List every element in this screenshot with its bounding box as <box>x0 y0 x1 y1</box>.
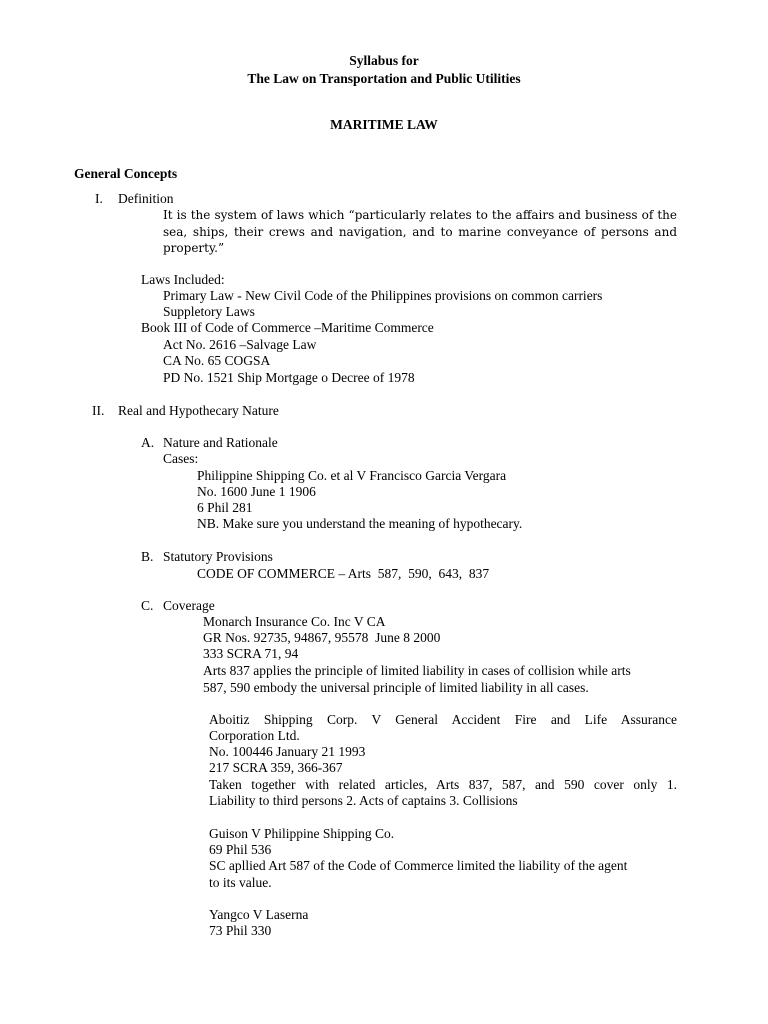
section-heading: MARITIME LAW <box>330 117 438 132</box>
law-item: Act No. 2616 –Salvage Law <box>163 337 317 352</box>
case-line: SC apllied Art 587 of the Code of Commerce limited the liability of the agent <box>209 858 628 873</box>
case-line: Yangco V Laserna <box>209 907 309 922</box>
letter-b: B. <box>141 549 154 564</box>
general-concepts-heading: General Concepts <box>74 166 178 181</box>
nature-rationale-label: Nature and Rationale <box>163 435 278 450</box>
laws-included-label: Laws Included: <box>141 272 225 287</box>
definition-text-line: property.” <box>163 241 225 255</box>
case-line: Aboitiz Shipping Corp. V General Accident Fire and Life Assurance <box>209 712 677 727</box>
case-line: No. 1600 June 1 1906 <box>197 484 316 499</box>
statutory-label: Statutory Provisions <box>163 549 273 564</box>
real-nature-label: Real and Hypothecary Nature <box>118 403 279 418</box>
nb-note: NB. Make sure you understand the meaning of hypothecary. <box>197 516 523 531</box>
case-line: Monarch Insurance Co. Inc V CA <box>203 614 386 629</box>
case-line: 333 SCRA 71, 94 <box>203 646 299 661</box>
case-line: Arts 837 applies the principle of limited liability in cases of collision while arts <box>203 663 631 678</box>
book-iii: Book III of Code of Commerce –Maritime Commerce <box>141 320 434 335</box>
definition-text-line: It is the system of laws which “particularly relates to the affairs and business of the <box>163 208 677 222</box>
case-line: 69 Phil 536 <box>209 842 272 857</box>
case-line: Liability to third persons 2. Acts of captains 3. Collisions <box>209 793 518 808</box>
coverage-label: Coverage <box>163 598 215 613</box>
code-of-commerce-line: CODE OF COMMERCE – Arts 587, 590, 643, 837 <box>197 566 490 581</box>
law-item: CA No. 65 COGSA <box>163 353 271 368</box>
numeral-i: I. <box>95 191 103 206</box>
suppletory-laws: Suppletory Laws <box>163 304 255 319</box>
case-line: Taken together with related articles, Arts 837, 587, and 590 cover only 1. <box>209 777 677 792</box>
case-line: Corporation Ltd. <box>209 728 300 743</box>
case-line: Guison V Philippine Shipping Co. <box>209 826 395 841</box>
case-line: GR Nos. 92735, 94867, 95578 June 8 2000 <box>203 630 441 645</box>
definition-label: Definition <box>118 191 174 206</box>
letter-a: A. <box>141 435 155 450</box>
title-line-1: Syllabus for <box>349 53 419 68</box>
definition-text-line: sea, ships, their crews and navigation, and to marine conveyance of persons and <box>163 225 677 239</box>
case-line: Philippine Shipping Co. et al V Francisco Garcia Vergara <box>197 468 507 483</box>
case-line: 73 Phil 330 <box>209 923 272 938</box>
numeral-ii: II. <box>92 403 105 418</box>
case-line: No. 100446 January 21 1993 <box>209 744 366 759</box>
case-line: 217 SCRA 359, 366-367 <box>209 760 343 775</box>
cases-label: Cases: <box>163 451 199 466</box>
case-line: to its value. <box>209 875 272 890</box>
law-item: PD No. 1521 Ship Mortgage o Decree of 1978 <box>163 370 415 385</box>
primary-law: Primary Law - New Civil Code of the Philippines provisions on common carriers <box>163 288 603 303</box>
title-line-2: The Law on Transportation and Public Utilities <box>247 71 521 86</box>
case-line: 587, 590 embody the universal principle of limited liability in all cases. <box>203 680 589 695</box>
letter-c: C. <box>141 598 154 613</box>
case-line: 6 Phil 281 <box>197 500 253 515</box>
